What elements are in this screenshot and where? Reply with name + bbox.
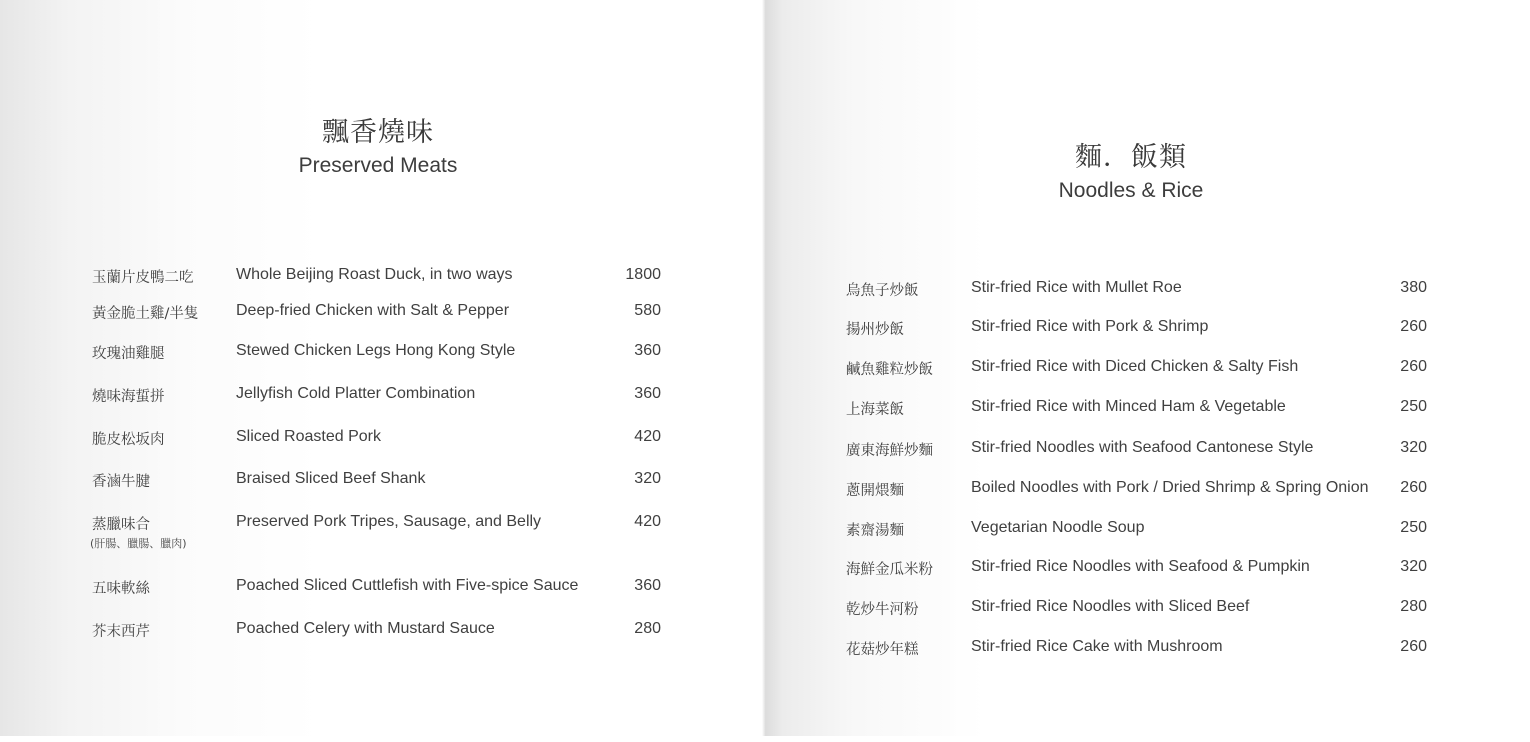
- dish-price: 360: [634, 577, 661, 594]
- dish-price: 380: [1400, 279, 1427, 296]
- dish-price: 280: [1400, 598, 1427, 615]
- menu-item-row: [0, 300, 765, 324]
- dish-name-zh: 蔥開煨麵: [846, 483, 904, 499]
- dish-note-zh: (肝腸、臘腸、臘肉): [90, 537, 187, 550]
- dish-price: 420: [634, 428, 661, 445]
- menu-item-row: [0, 618, 765, 642]
- dish-name-en: Poached Sliced Cuttlefish with Five-spice Sauce: [236, 577, 579, 594]
- menu-item-row: [765, 517, 1530, 541]
- dish-name-zh: 乾炒牛河粉: [846, 602, 919, 618]
- dish-name-en: Preserved Pork Tripes, Sausage, and Belly: [236, 513, 542, 530]
- dish-name-en: Deep-fried Chicken with Salt & Pepper: [236, 302, 510, 319]
- dish-name-en: Stir-fried Rice with Minced Ham & Vegetable: [971, 398, 1286, 415]
- dish-name-zh: 脆皮松坂肉: [92, 432, 165, 448]
- menu-item-row: [0, 511, 765, 550]
- dish-name-en: Stir-fried Rice Noodles with Sliced Beef: [971, 598, 1250, 615]
- section-title-en: Preserved Meats: [298, 154, 458, 177]
- dish-name-zh: 上海菜飯: [846, 402, 904, 418]
- dish-price: 280: [634, 620, 661, 637]
- menu-item-row: [765, 437, 1530, 461]
- dish-name-zh: 芥末西芹: [92, 624, 150, 640]
- menu-item-row: [0, 340, 765, 364]
- menu-item-row: [765, 396, 1530, 420]
- dish-name-zh: 黃金脆土雞/半隻: [92, 306, 199, 322]
- menu-item-row: [0, 426, 765, 450]
- dish-price: 260: [1400, 479, 1427, 496]
- dish-name-zh: 烏魚子炒飯: [846, 283, 919, 299]
- dish-name-en: Stir-fried Noodles with Seafood Cantonese Style: [971, 439, 1314, 456]
- menu-item-row: [765, 356, 1530, 380]
- dish-name-en: Stewed Chicken Legs Hong Kong Style: [236, 342, 516, 359]
- dish-price: 260: [1400, 638, 1427, 655]
- dish-name-zh: 花菇炒年糕: [846, 642, 919, 658]
- dish-name-en: Boiled Noodles with Pork / Dried Shrimp & Spring Onion: [971, 479, 1369, 496]
- menu-item-row: [765, 477, 1530, 501]
- menu-item-row: [765, 277, 1530, 301]
- dish-name-en: Vegetarian Noodle Soup: [971, 519, 1145, 536]
- dish-price: 250: [1400, 519, 1427, 536]
- dish-name-zh: 香滷牛腱: [92, 474, 150, 490]
- section-header-preserved-meats: [228, 116, 528, 180]
- section-title-zh: 飄香燒味: [322, 117, 434, 148]
- dish-price: 360: [634, 342, 661, 359]
- dish-name-en: Stir-fried Rice with Mullet Roe: [971, 279, 1182, 296]
- page-bottom-edge: [0, 736, 1530, 742]
- right-menu-page: [765, 0, 1530, 742]
- dish-name-zh: 鹹魚雞粒炒飯: [846, 362, 933, 378]
- dish-price: 1800: [625, 266, 661, 283]
- dish-name-en: Stir-fried Rice Cake with Mushroom: [971, 638, 1223, 655]
- dish-price: 260: [1400, 358, 1427, 375]
- menu-item-row: [0, 575, 765, 599]
- dish-name-zh: 廣東海鮮炒麵: [846, 443, 933, 459]
- menu-item-row: [765, 636, 1530, 660]
- dish-name-en: Stir-fried Rice Noodles with Seafood & Pumpkin: [971, 558, 1310, 575]
- menu-item-row: [0, 383, 765, 407]
- menu-item-row: [765, 316, 1530, 340]
- dish-name-zh: 玉蘭片皮鴨二吃: [92, 270, 194, 286]
- dish-name-en: Stir-fried Rice with Diced Chicken & Salty Fish: [971, 358, 1299, 375]
- dish-price: 260: [1400, 318, 1427, 335]
- dish-price: 250: [1400, 398, 1427, 415]
- menu-item-row: [765, 556, 1530, 580]
- dish-price: 360: [634, 385, 661, 402]
- dish-name-en: Jellyfish Cold Platter Combination: [236, 385, 476, 402]
- dish-name-zh: 素齋湯麵: [846, 523, 904, 539]
- dish-name-en: Stir-fried Rice with Pork & Shrimp: [971, 318, 1209, 335]
- dish-name-zh: 燒味海蜇拼: [92, 389, 165, 405]
- dish-name-en: Poached Celery with Mustard Sauce: [236, 620, 495, 637]
- dish-name-zh: 五味軟絲: [92, 581, 150, 597]
- dish-price: 320: [1400, 439, 1427, 456]
- dish-name-zh: 揚州炒飯: [846, 322, 904, 338]
- dish-name-zh: 海鮮金瓜米粉: [846, 562, 933, 578]
- dish-name-en: Sliced Roasted Pork: [236, 428, 381, 445]
- dish-price: 420: [634, 513, 661, 530]
- dish-price: 320: [1400, 558, 1427, 575]
- dish-price: 580: [634, 302, 661, 319]
- dish-name-zh: 玫瑰油雞腿: [92, 346, 165, 362]
- dish-name-en: Whole Beijing Roast Duck, in two ways: [236, 266, 513, 283]
- section-title-zh: 麵．飯類: [1075, 142, 1187, 173]
- dish-name-zh: 蒸臘味合: [92, 517, 150, 533]
- dish-name-en: Braised Sliced Beef Shank: [236, 470, 426, 487]
- book-gutter: [762, 0, 766, 742]
- dish-price: 320: [634, 470, 661, 487]
- menu-item-row: [0, 264, 765, 288]
- section-title-en: Noodles & Rice: [1058, 179, 1204, 202]
- section-header-noodles-rice: [981, 141, 1281, 205]
- menu-item-row: [0, 468, 765, 492]
- menu-item-row: [765, 596, 1530, 620]
